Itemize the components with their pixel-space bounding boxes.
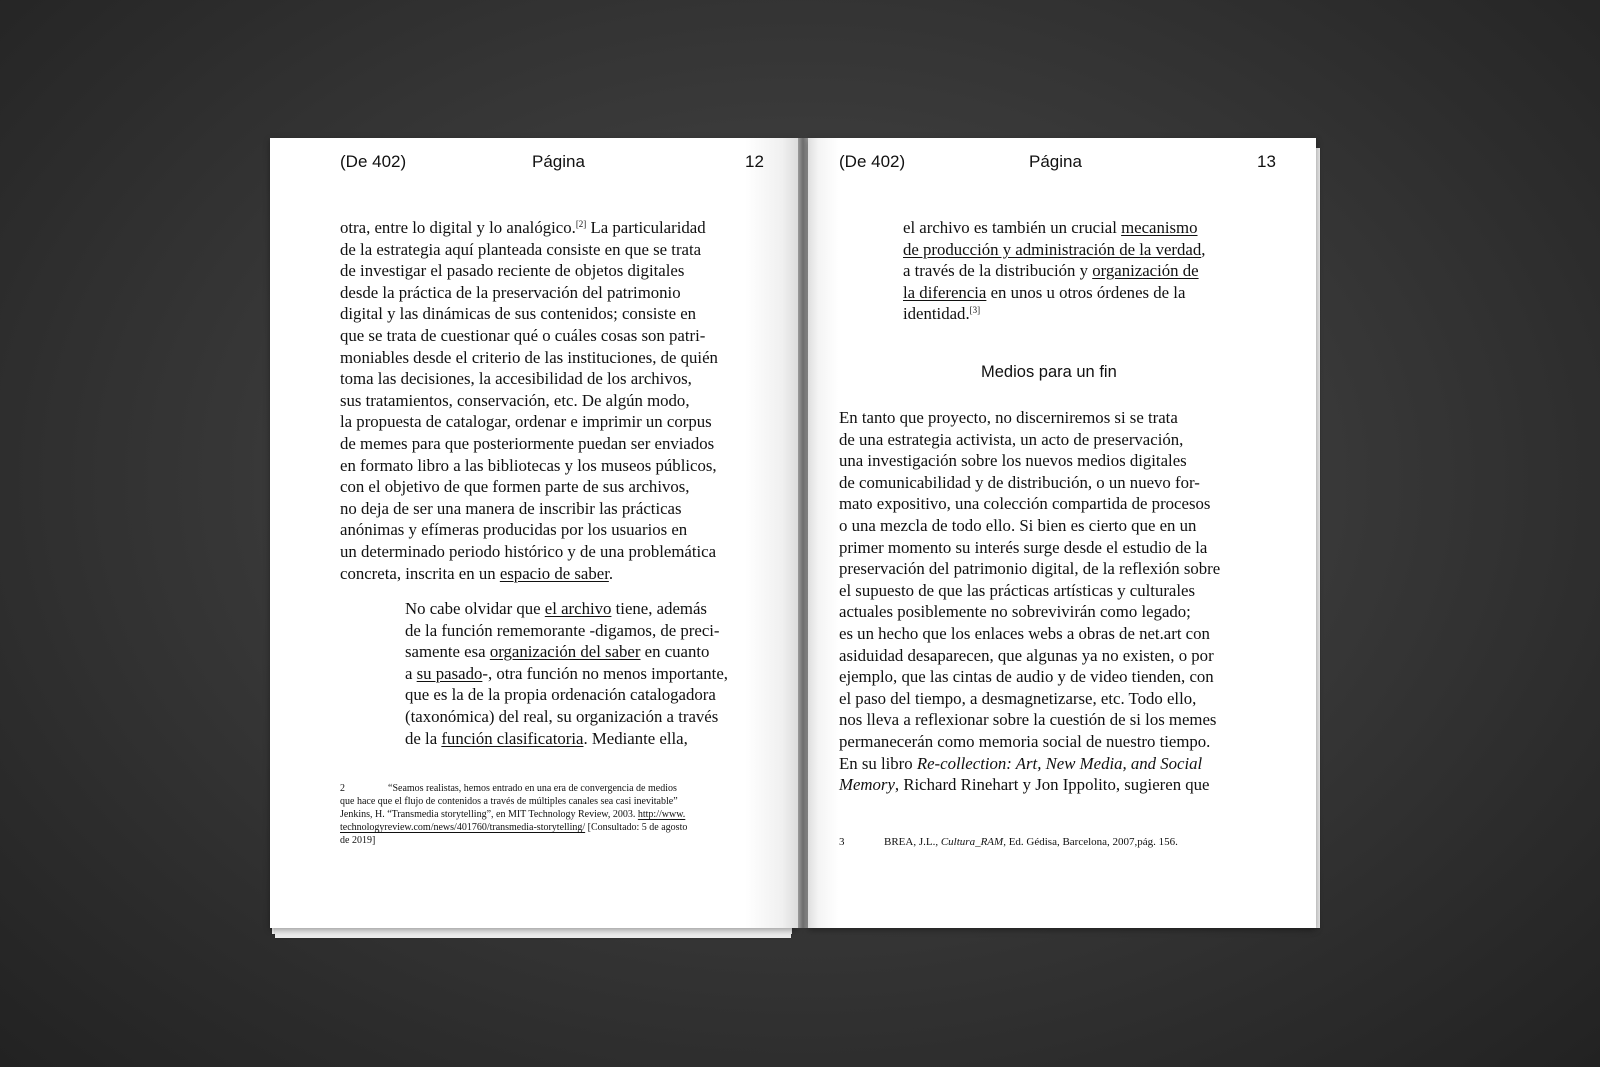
block-quote: No cabe olvidar que el archivo tiene, además de la función rememorante -digamos, de preci- samente esa organización del saber en cuanto a su pasado-, otra función no menos importante, que es la de la propia ordenación catalogadora (taxonómica) del real, su organización a través de la función clasificatoria. Mediante ella,: [405, 599, 728, 748]
left-page: [270, 138, 798, 928]
right-page: [808, 138, 1316, 928]
underlined-term: espacio de saber: [499, 563, 609, 583]
underlined-term: su pasado: [416, 663, 483, 683]
underlined-term: función clasificatoria: [441, 728, 584, 748]
page-number: 13: [1257, 152, 1276, 171]
underlined-term: mecanismo: [1121, 218, 1198, 237]
section-title: Medios para un fin: [981, 363, 1117, 381]
book-title: Re-collection: Art, New Media, and Social: [916, 753, 1203, 773]
underlined-term: organización del saber: [489, 642, 641, 662]
page-label: Página: [1029, 152, 1082, 171]
underlined-term: la diferencia: [903, 282, 987, 302]
footnote-reference[interactable]: [2]: [575, 219, 587, 229]
page-label: Página: [532, 152, 585, 171]
footnote-reference[interactable]: [3]: [969, 305, 981, 316]
footnote-link[interactable]: technologyreview.com/news/401760/transmedia-storytelling/: [340, 822, 586, 833]
book-title: Memory: [839, 775, 895, 795]
footnote-number: 2: [340, 783, 345, 794]
underlined-term: de producción y administración de la verdad: [903, 239, 1202, 259]
underlined-term: organización de: [1092, 261, 1199, 281]
underlined-term: el archivo: [544, 599, 612, 618]
footnote: 3 BREA, J.L., Cultura_RAM, Ed. Gédisa, Barcelona, 2007,pág. 156.: [839, 836, 1178, 848]
block-quote-continued: el archivo es también un crucial mecanismo de producción y administración de la verdad, a través de la distribución y organización de la diferencia en unos u otros órdenes de la identidad.[3]: [903, 218, 1206, 324]
body-paragraph: otra, entre lo digital y lo analógico.[2] La particularidad de la estrategia aquí planteada consiste en que se trata de investigar el pasado reciente de objetos digitales desde la práctica de la preservación del patrimonio digital y las dinámicas de sus contenidos; consiste en que se trata de cuestionar qué o cuáles cosas son patri- moniables desde el criterio de las instituciones, de quién toma las decisiones, la accesibilidad de los archivos, sus tratamientos, conservación, etc. De algún modo, la propuesta de catalogar, ordenar e imprimir un corpus de memes para que posteriormente puedan ser enviados en formato libro a las bibliotecas y los museos públicos, con el objetivo de que formen parte de sus archivos, no deja de ser una manera de inscribir las prácticas anónimas y efímeras producidas por los usuarios en un determinado periodo histórico y de una problemática concreta, inscrita en un espacio de saber.: [340, 218, 718, 583]
book-gutter: [798, 138, 808, 928]
body-paragraph: En tanto que proyecto, no discerniremos si se trata de una estrategia activista, un acto de preservación, una investigación sobre los nuevos medios digitales de comunicabilidad y de distribución, o un nuevo for- mato expositivo, una colección compartida de procesos o una mezcla de todo ello. Si bien es cierto que en un primer momento su interés surge desde el estudio de la preservación del patrimonio digital, de la reflexión sobre el supuesto de que las prácticas artísticas y culturales actuales posiblemente no sobrevivirán como legado; es un hecho que los enlaces webs a obras de net.art con asiduidad desaparecen, que algunas ya no existen, o por ejemplo, que las cintas de audio y de video tienden, con el paso del tiempo, a desmagnetizarse, etc. Todo ello, nos lleva a reflexionar sobre la cuestión de si los memes permanecerán como memoria social de nuestro tiempo. En su libro Re-collection: Art, New Media, and Social Memory, Richard Rinehart y Jon Ippolito, sugieren que: [839, 408, 1221, 795]
footnote-number: 3: [839, 836, 845, 848]
page-total: (De 402): [839, 152, 906, 171]
footnote-link[interactable]: http://www.: [637, 809, 686, 820]
footnote: 2 “Seamos realistas, hemos entrado en una era de convergencia de medios que hace que el flujo de contenidos a través de múltiples canales sea casi inevitable” Jenkins, H. “Transmedia storytelling”, en MIT Technology Review, 2003. http://www. technologyreview.com/news/401760/transmedia-storytelling/ [Consultado: 5 de agosto de 2019]: [340, 783, 688, 846]
page-total: (De 402): [340, 152, 407, 171]
page-number: 12: [745, 152, 764, 171]
